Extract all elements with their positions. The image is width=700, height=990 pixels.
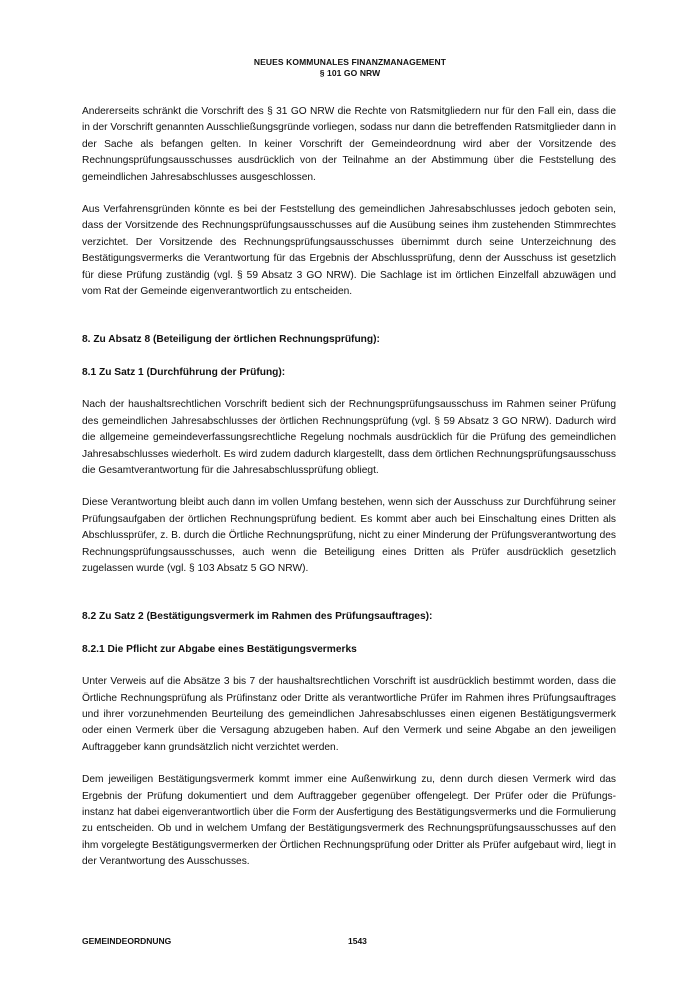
paragraph: Diese Verantwortung bleibt auch dann im vollen Umfang bestehen, wenn sich der Ausschuss zur Durchführung seiner Prüfungsaufgaben der örtlichen Rechnungsprüfung bedient. Es kommt aber auch bei Einschaltung eines Dritten als Abschlussprüfer, z. B. durch die Örtliche Rechnungsprüfung, nicht zu einer Minderung der Prüfungsverantwortung des Rechnungsprüfungsausschusses, auch wenn die Beteiligung eines Dritten als Prüfer ausdrücklich gesetzlich zugelassen wurde (vgl. § 103 Absatz 5 GO NRW). [82, 497, 616, 574]
section-heading-8-1: 8.1 Zu Satz 1 (Durchführung der Prüfung): [82, 366, 286, 378]
header-section: § 101 GO NRW [319, 68, 381, 78]
section-heading-8-2-1: 8.2.1 Die Pflicht zur Abgabe eines Bestätigungsvermerks [82, 643, 357, 655]
page-header [0, 57, 700, 79]
header-title: NEUES KOMMUNALES FINANZMANAGEMENT [253, 57, 447, 67]
page-number: 1543 [348, 936, 367, 946]
paragraph: Aus Verfahrensgründen könnte es bei der Feststellung des gemeindlichen Jahresabschlusses jedoch geboten sein, dass der Vorsitzende des Rechnungsprüfungsausschusses auf die Ausübung seines ihm zustehenden Stimmrechtes verzichtet. Der Vorsitzende des Rechnungsprüfungsausschusses übernimmt durch seine Unterzeichnung des Bestätigungsvermerks die Verantwortung für das Ergebnis der Abschlussprüfung, denn der Ausschuss ist gesetzlich für diese Prüfung zuständig (vgl. § 59 Absatz 3 GO NRW). Die Sachlage ist im örtlichen Einzelfall abzuwägen und vom Rat der Gemeinde eigenverantwortlich zu entscheiden. [82, 204, 616, 298]
section-heading-8: 8. Zu Absatz 8 (Beteiligung der örtlichen Rechnungsprüfung): [82, 334, 380, 346]
paragraph: Dem jeweiligen Bestätigungsvermerk kommt immer eine Außenwirkung zu, denn durch diesen Vermerk wird das Ergebnis der Prüfung dokumentiert und dem Auftraggeber gegenüber offengelegt. Der Prüfer oder die Prüfungsinstanz hat dabei eigenverantwortlich über die Form der Ausfertigung des Bestätigungsvermerks und die Formulierung zu entscheiden. Ob und in welchem Umfang der Bestätigungsvermerk des Rechnungsprüfungsausschusses auf den ihm vorgelegte Bestätigungsvermerken der Örtlichen Rechnungsprüfung oder Dritter als Prüfer aufgebaut wird, liegt in der Verantwortung des Ausschusses. [82, 774, 616, 868]
document-body [82, 104, 616, 871]
paragraph: Nach der haushaltsrechtlichen Vorschrift bedient sich der Rechnungsprüfungsausschuss im Rahmen seiner Prüfung des gemeindlichen Jahresabschlusses der örtlichen Rechnungsprüfung (vgl. § 59 Absatz 3 GO NRW). Dadurch wird die allgemeine gemeindeverfassungsrechtliche Regelung nochmals ausdrücklich für die Prüfung des gemeindlichen Jahresabschlusses wiederholt. Es wird zudem dadurch klargestellt, dass dem örtlichen Rechnungsprüfungsausschuss die Gesamtverantwortung für die Jahresabschlussprüfung obliegt. [82, 399, 616, 476]
paragraph: Andererseits schränkt die Vorschrift des § 31 GO NRW die Rechte von Ratsmitgliedern nur für den Fall ein, dass die in der Vorschrift genannten Ausschließungsgründe vorliegen, sodass nur dann die betreffenden Ratsmitglieder dann in der Sache als befangen gelten. In keiner Vorschrift der Gemeindeordnung wird aber der Vorsitzende des Rechnungsprüfungsausschusses ausdrücklich von der Teilnahme an der Abstimmung über die Feststellung des gemeindlichen Jahresabschlusses ausgeschlossen. [82, 106, 616, 183]
section-heading-8-2: 8.2 Zu Satz 2 (Bestätigungsvermerk im Rahmen des Prüfungsauftrages): [82, 611, 433, 623]
footer-title: GEMEINDEORDNUNG [82, 936, 172, 946]
paragraph: Unter Verweis auf die Absätze 3 bis 7 der haushaltsrechtlichen Vorschrift ist ausdrücklich bestimmt worden, dass die Örtliche Rechnungsprüfung als Prüfinstanz oder Dritte als verantwortliche Prüfer im Rahmen ihres Prüfungsauftrages und ihrer vorzunehmenden Beurteilung des gemeindlichen Jahresabschlusses einen eigenen Bestätigungsvermerk oder einen Vermerk über die Versagung abzugeben haben. Auf den Vermerk und seine Abgabe an den jeweiligen Auftraggeber kann grundsätzlich nicht verzichtet werden. [82, 676, 616, 753]
